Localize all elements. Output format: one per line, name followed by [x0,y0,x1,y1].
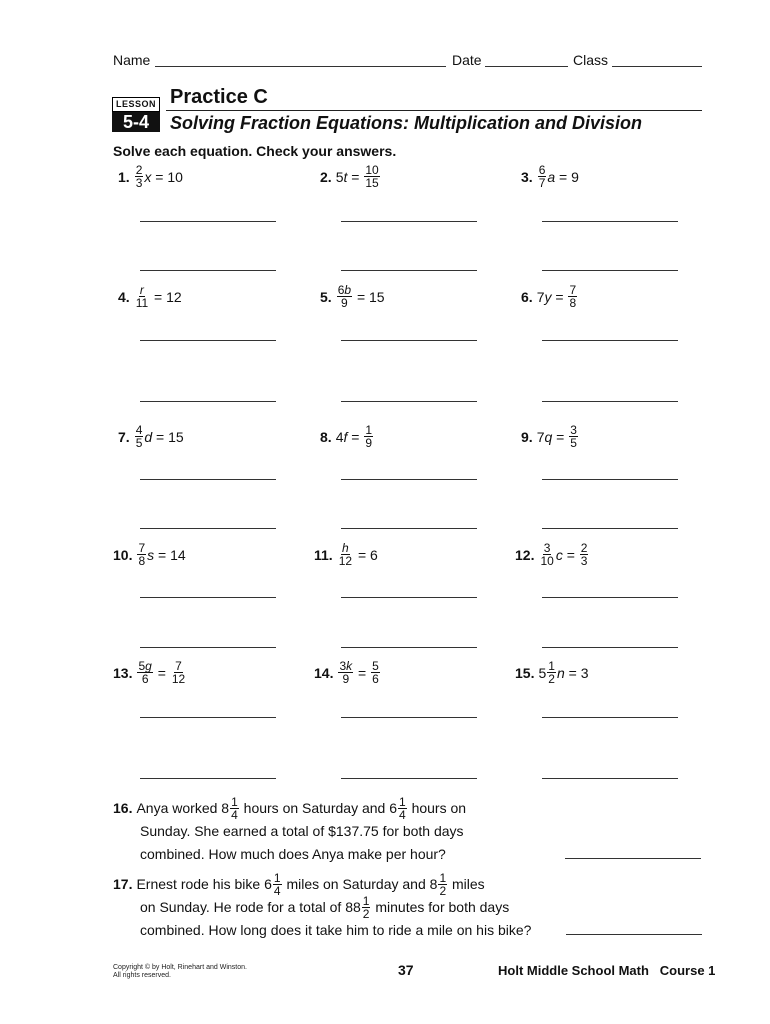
problem-10: 10. $\frac{7}{8}$ s = 14 [113,541,186,568]
name-field[interactable] [155,66,446,67]
answer-line[interactable] [341,778,477,779]
answer-line[interactable] [542,647,678,648]
answer-line[interactable] [140,528,276,529]
answer-line[interactable] [542,717,678,718]
problem-text: minutes for both days [375,899,510,915]
problem-9: 9. 7 q = $\frac{3}{5}$ [521,423,577,450]
problem-number: 8. [320,428,332,445]
problem-text: miles on Saturday and 8 [286,876,438,892]
problem-text: hours on Saturday and 6 [243,800,397,816]
problem-3: 3. $\frac{6}{7}$ a = 9 [521,163,579,190]
answer-line[interactable] [542,778,678,779]
problem-text: Ernest rode his bike 6 [136,876,272,892]
answer-line[interactable] [341,717,477,718]
word-problem-17: 17. Ernest rode his bike 6 $\frac{1}{4}$ miles on Saturday and 8 $\frac{1}{2}$ miles on Sunday. He rode for a total of 88 $\frac{1}{2}$ minutes for both days combined. How long does it take him to ride a mile on his bike? [113,873,531,942]
answer-line[interactable] [341,597,477,598]
name-label: Name [113,52,151,68]
problem-number: 11. [314,546,333,563]
problem-2: 2. 5 t = $\frac{10}{15}$ [320,163,379,190]
answer-line[interactable] [341,528,477,529]
word-problem-16: 16. Anya worked 8 $\frac{1}{4}$ hours on Saturday and 6 $\frac{1}{4}$ hours on Sunday. She earned a total of $137.75 for both days combined. How much does Anya make per hour? [113,797,466,866]
problem-number: 2. [320,168,332,185]
problem-number: 15. [515,664,535,681]
problem-number: 1. [118,168,130,185]
answer-line[interactable] [565,858,701,859]
answer-line[interactable] [542,479,678,480]
problem-number: 13. [113,664,133,681]
problem-text: combined. How much does Anya make per hour? [140,846,446,862]
problem-number: 14. [314,664,334,681]
answer-line[interactable] [140,647,276,648]
answer-line[interactable] [140,479,276,480]
answer-line[interactable] [542,270,678,271]
lesson-number: 5-4 [112,112,160,132]
answer-line[interactable] [140,270,276,271]
problem-13: 13. $\frac{5g}{6}$ = $\frac{7}{12}$ [113,659,186,686]
problem-number: 10. [113,546,133,563]
problem-text: Sunday. She earned a total of $137.75 for both days [140,823,464,839]
answer-line[interactable] [140,221,276,222]
page-title: Practice C [170,86,268,108]
problem-12: 12. $\frac{3}{10}$ c = $\frac{2}{3}$ [515,541,588,568]
copyright-line: All rights reserved. [113,972,171,979]
page-subtitle: Solving Fraction Equations: Multiplication and Division [170,113,643,133]
answer-line[interactable] [566,934,702,935]
answer-line[interactable] [542,221,678,222]
date-field[interactable] [485,66,568,67]
problem-text: Anya worked 8 [136,800,230,816]
copyright-line: Copyright © by Holt, Rinehart and Winston. [113,964,247,971]
problem-number: 12. [515,546,535,563]
copyright [113,964,247,980]
problem-4: 4. $\frac{r}{11}$ = 12 [118,283,182,310]
problem-6: 6. 7 y = $\frac{7}{8}$ [521,283,577,310]
answer-line[interactable] [341,270,477,271]
instructions: Solve each equation. Check your answers. [113,143,397,159]
problem-text: on Sunday. He rode for a total of 88 [140,899,361,915]
answer-line[interactable] [140,401,276,402]
answer-line[interactable] [140,340,276,341]
answer-line[interactable] [542,597,678,598]
problem-14: 14. $\frac{3k}{9}$ = $\frac{5}{6}$ [314,659,379,686]
problem-number: 3. [521,168,533,185]
answer-line[interactable] [542,340,678,341]
answer-line[interactable] [341,647,477,648]
answer-line[interactable] [140,778,276,779]
problem-text: combined. How long does it take him to ride a mile on his bike? [140,922,532,938]
answer-line[interactable] [341,221,477,222]
problem-text: hours on [411,800,467,816]
problem-number: 17. [113,876,133,892]
problem-11: 11. $\frac{h}{12}$ = 6 [314,541,378,568]
answer-line[interactable] [542,528,678,529]
answer-line[interactable] [140,717,276,718]
answer-line[interactable] [341,340,477,341]
problem-15: 15. 5 $\frac{1}{2}$ n = 3 [515,659,589,686]
problem-number: 5. [320,288,332,305]
problem-7: 7. $\frac{4}{5}$ d = 15 [118,423,184,450]
answer-line[interactable] [542,401,678,402]
date-label: Date [452,52,482,68]
problem-number: 9. [521,428,533,445]
class-label: Class [573,52,609,68]
problem-5: 5. $\frac{6b}{9}$ = 15 [320,283,385,310]
lesson-label: LESSON [112,97,160,112]
problem-number: 6. [521,288,533,305]
answer-line[interactable] [341,401,477,402]
problem-number: 4. [118,288,130,305]
problem-number: 16. [113,800,133,816]
title-rule [166,110,702,111]
problem-text: miles [452,876,485,892]
class-field[interactable] [612,66,702,67]
problem-number: 7. [118,428,130,445]
answer-line[interactable] [140,597,276,598]
problem-8: 8. 4 f = $\frac{1}{9}$ [320,423,373,450]
book-title: Holt Middle School Math Course 1 [498,963,716,978]
answer-line[interactable] [341,479,477,480]
page-number: 37 [398,962,414,978]
problem-1: 1. $\frac{2}{3}$ x = 10 [118,163,183,190]
